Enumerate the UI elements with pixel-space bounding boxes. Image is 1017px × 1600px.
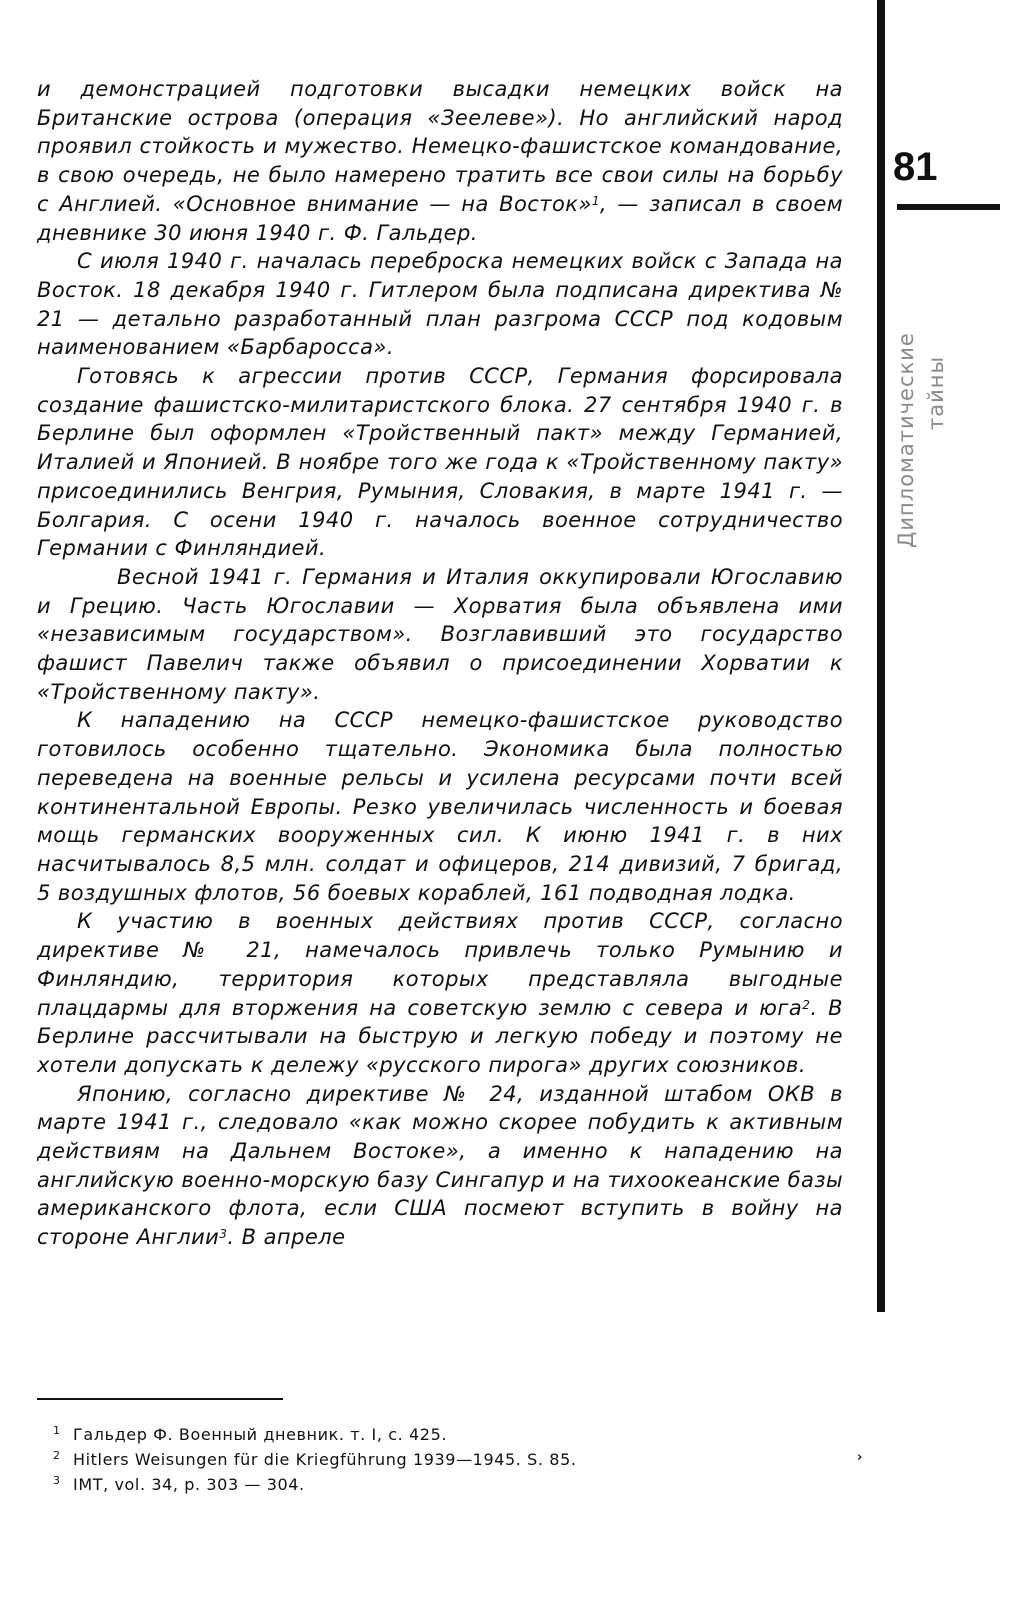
paragraph-7 [37, 1080, 843, 1252]
footnote-mark: 3 [53, 1474, 61, 1487]
footnote-item [53, 1472, 833, 1497]
footnote-ref-2: 2 [802, 997, 811, 1012]
footnotes [53, 1422, 833, 1497]
footnote-ref-1: 1 [591, 193, 600, 208]
running-title-line2: тайны [924, 355, 948, 430]
footnote-mark: 1 [53, 1424, 61, 1437]
footnote-item [53, 1447, 833, 1472]
paragraph-1-tail: , — записал в своем дневнике 30 июня 1940 г. Ф. Гальдер. [37, 191, 843, 245]
paragraph-6-text: К участию в военных действиях против СССР, согласно директиве № 21, намечалось привлечь только Румынию и Финляндию, территория которых представляла выгодные плацдармы для вторжения на советскую землю с севера и юга [37, 909, 843, 1020]
running-title-line1: Дипломатические [894, 332, 918, 548]
paragraph-7-tail: . В апреле [227, 1225, 346, 1250]
paragraph-6-tail: . В Берлине рассчитывали на быструю и легкую победу и поэтому не хотели допускать к дележу «русского пирога» других союзников. [37, 995, 843, 1077]
footnote-ref-3: 3 [219, 1227, 228, 1242]
vertical-rule [877, 0, 885, 1312]
paragraph-7-text: Японию, согласно директиве № 24, изданной штабом ОКВ в марте 1941 г., следовало «как можно скорее побудить к активным действиям на Дальнем Востоке», а именно к нападению на английскую военно-морскую базу Сингапур и на тихоокеанские базы американского флота, если США посмеют вступить в войну на стороне Англии [37, 1081, 843, 1250]
footnote-separator [37, 1398, 283, 1400]
running-title [892, 230, 957, 550]
footnote-item [53, 1422, 833, 1447]
paragraph-5: К нападению на СССР немецко-фашистское руководство готовилось особенно тщательно. Экономика была полностью переведена на военные рельсы и усилена ресурсами почти всей континентальной Европы. Резко увеличилась численность и боевая мощь германских вооруженных сил. К июню 1941 г. в них насчитывалось 8,5 млн. солдат и офицеров, 214 дивизий, 7 бригад, 5 воздушных флотов, 56 боевых кораблей, 161 подводная лодка. [37, 708, 843, 905]
paragraph-2: С июля 1940 г. началась переброска немецких войск с Запада на Восток. 18 декабря 1940 г. Гитлером была подписана директива № 21 — детально разработанный план разгрома СССР под кодовым наименованием «Барбаросса». [37, 249, 843, 360]
paragraph-3: Готовясь к агрессии против СССР, Германия форсировала создание фашистско-милитаристского блока. 27 сентября 1940 г. в Берлине был оформлен «Тройственный пакт» между Германией, Италией и Японией. В ноябре того же года к «Тройственному пакту» присоединились Венгрия, Румыния, Словакия, в марте 1941 г. — Болгария. С осени 1940 г. началось военное сотрудничество Германии с Финляндией. [37, 364, 843, 561]
paragraph-1-text: и демонстрацией подготовки высадки немецких войск на Британские острова (операция «Зеелеве»). Но английский народ проявил стойкость и мужество. Немецко-фашистское командование, в свою очередь, не было намерено тратить все свои силы на борьбу с Англией. «Основное внимание — на Восток» [37, 77, 843, 216]
page-number: 81 [893, 145, 938, 189]
corner-mark: › [857, 1450, 863, 1465]
paragraph-4: Весной 1941 г. Германия и Италия оккупировали Югославию и Грецию. Часть Югославии — Хорватия была объявлена ими «независимым государством». Возглавивший это государство фашист Павелич также объявил о присоединении Хорватии к «Тройственному пакту». [37, 564, 843, 704]
footnote-text: Hitlers Weisungen für die Kriegführung 1939—1945. S. 85. [73, 1450, 577, 1469]
paragraph-1 [37, 75, 843, 247]
footnote-text: IMT, vol. 34, p. 303 — 304. [73, 1475, 305, 1494]
footnote-text: Гальдер Ф. Военный дневник. т. I, с. 425. [73, 1425, 448, 1444]
footnote-mark: 2 [53, 1449, 61, 1462]
main-text [37, 75, 843, 1252]
page-number-rule [897, 204, 1000, 210]
paragraph-6 [37, 907, 843, 1079]
